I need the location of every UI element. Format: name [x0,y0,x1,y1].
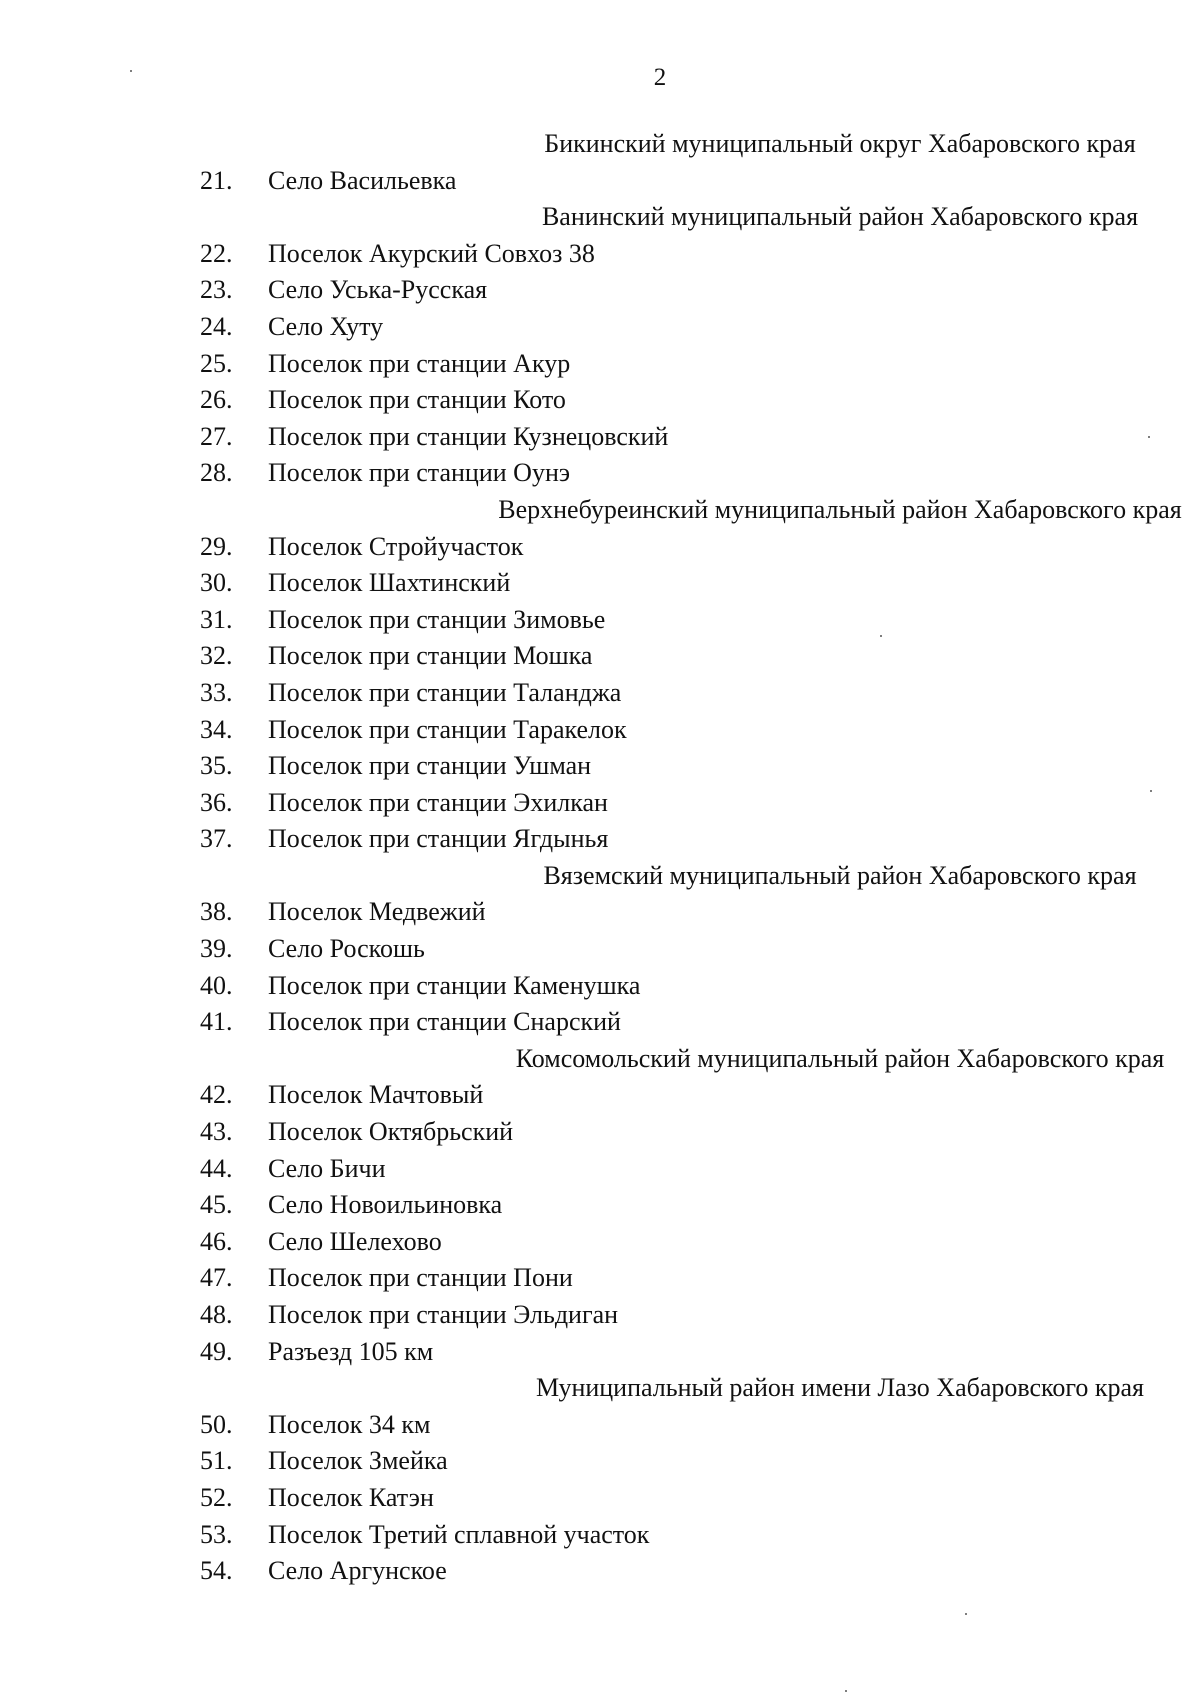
scan-speck [130,70,132,72]
list-item [0,748,1200,785]
settlement-name: Поселок при станции Пони [268,1263,573,1293]
settlement-name: Поселок при станции Каменушка [268,970,641,1000]
scan-speck [1150,790,1152,792]
district-heading: Верхнебуреинский муниципальный район Хабаровского края [498,494,1182,524]
item-number: 30. [200,568,233,598]
scan-speck [965,1613,967,1615]
settlement-name: Поселок при станции Ягдынья [268,824,609,854]
list-item [0,272,1200,309]
item-number: 24. [200,311,233,341]
scan-speck [880,635,882,637]
list-item [0,968,1200,1005]
settlement-name: Поселок Шахтинский [268,568,511,598]
settlement-name: Поселок при станции Оунэ [268,458,571,488]
settlement-name: Село Бичи [268,1153,386,1183]
item-number: 41. [200,1007,233,1037]
item-number: 29. [200,531,233,561]
list-item [0,309,1200,346]
item-number: 31. [200,604,233,634]
settlement-list [0,126,1200,1590]
item-number: 52. [200,1482,233,1512]
list-item [0,638,1200,675]
item-number: 28. [200,458,233,488]
list-item [0,1407,1200,1444]
item-number: 33. [200,677,233,707]
settlement-name: Поселок при станции Мошка [268,641,593,671]
list-item [0,931,1200,968]
item-number: 32. [200,641,233,671]
settlement-name: Поселок при станции Кузнецовский [268,421,669,451]
settlement-name: Поселок Октябрьский [268,1117,514,1147]
list-item [0,1297,1200,1334]
settlement-name: Село Васильевка [268,165,457,195]
list-item [0,346,1200,383]
item-number: 46. [200,1226,233,1256]
list-item [0,1480,1200,1517]
item-number: 22. [200,238,233,268]
item-number: 38. [200,897,233,927]
settlement-name: Поселок Медвежий [268,897,486,927]
list-item [0,1334,1200,1371]
list-item [0,236,1200,273]
item-number: 34. [200,714,233,744]
item-number: 48. [200,1300,233,1329]
list-item [0,1151,1200,1188]
item-number: 44. [200,1153,233,1183]
list-item [0,1077,1200,1114]
item-number: 40. [200,970,233,1000]
scan-speck [845,1690,847,1692]
settlement-name: Село Уська-Русская [268,275,488,305]
settlement-name: Поселок Мачтовый [268,1080,484,1110]
item-number: 42. [200,1080,233,1110]
item-number: 21. [200,165,233,195]
list-item [0,1443,1200,1480]
settlement-name: Поселок при станции Таракелок [268,714,627,744]
list-item [0,163,1200,200]
settlement-name: Поселок при станции Кото [268,385,566,415]
list-item [0,894,1200,931]
district-heading: Вяземский муниципальный район Хабаровского края [543,860,1137,890]
item-number: 26. [200,385,233,415]
item-number: 50. [200,1409,233,1439]
settlement-name: Поселок Третий сплавной участок [268,1519,650,1549]
settlement-name: Село Новоильиновка [268,1190,503,1220]
settlement-name: Поселок Стройучасток [268,531,524,561]
item-number: 54. [200,1556,233,1586]
list-item [0,1517,1200,1554]
item-number: 51. [200,1446,233,1476]
list-item [0,1224,1200,1261]
item-number: 37. [200,824,233,854]
list-item [0,1553,1200,1590]
item-number: 39. [200,934,233,964]
list-item [0,821,1200,858]
item-number: 47. [200,1263,233,1293]
settlement-name: Разъезд 105 км [268,1336,434,1366]
list-item [0,1187,1200,1224]
district-heading: Ванинский муниципальный район Хабаровского края [541,202,1139,232]
item-number: 49. [200,1336,233,1366]
settlement-name: Село Роскошь [268,934,425,964]
list-item [0,382,1200,419]
settlement-name: Поселок при станции Зимовье [268,604,606,634]
list-item [0,712,1200,749]
settlement-name: Поселок 34 км [268,1409,431,1439]
settlement-name: Поселок при станции Таланджа [268,677,622,707]
item-number: 35. [200,751,233,781]
item-number: 53. [200,1519,233,1549]
settlement-name: Поселок при станции Акур [268,348,571,378]
district-heading: Бикинский муниципальный округ Хабаровского края [544,129,1136,158]
item-number: 43. [200,1117,233,1147]
list-item [0,529,1200,566]
list-item [0,602,1200,639]
settlement-name: Поселок при станции Ушман [268,751,592,781]
list-item [0,419,1200,456]
settlement-name: Поселок при станции Эхилкан [268,787,608,817]
settlement-name: Село Аргунское [268,1556,447,1586]
list-item [0,565,1200,602]
settlement-name: Поселок Акурский Совхоз 38 [268,238,595,268]
item-number: 23. [200,275,233,305]
settlement-name: Поселок при станции Снарский [268,1007,621,1037]
settlement-name: Поселок при станции Эльдиган [268,1300,619,1329]
list-item [0,1260,1200,1297]
list-item [0,675,1200,712]
list-item [0,1114,1200,1151]
item-number: 27. [200,421,233,451]
scan-speck [1148,436,1150,438]
item-number: 45. [200,1190,233,1220]
district-heading: Комсомольский муниципальный район Хабаровского края [515,1043,1165,1073]
settlement-name: Село Шелехово [268,1226,442,1256]
list-item [0,455,1200,492]
settlement-name: Поселок Катэн [268,1482,434,1512]
settlement-name: Поселок Змейка [268,1446,448,1476]
item-number: 25. [200,348,233,378]
page-number: 2 [653,64,667,91]
item-number: 36. [200,787,233,817]
list-item [0,1004,1200,1041]
settlement-name: Село Хуту [268,311,384,341]
district-heading: Муниципальный район имени Лазо Хабаровского края [535,1373,1145,1403]
list-item [0,785,1200,822]
